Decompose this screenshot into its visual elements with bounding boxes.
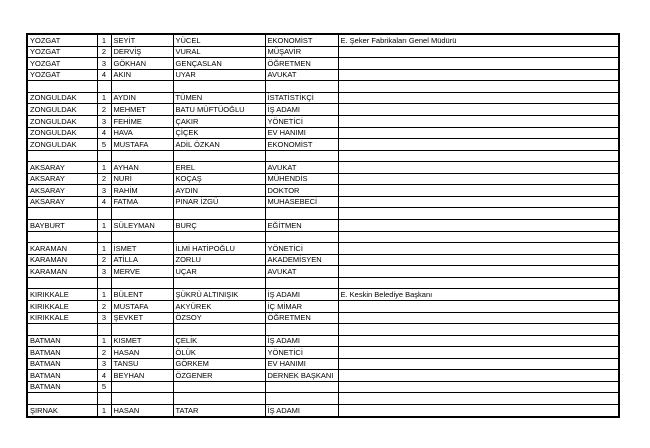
cell-last-name: YÜCEL <box>173 34 265 46</box>
cell-note <box>338 173 619 185</box>
table-row <box>27 115 619 127</box>
cell-note <box>338 150 619 162</box>
cell-occupation <box>265 277 338 289</box>
cell-province: ZONGULDAK <box>27 127 97 139</box>
cell-first-name: HASAN <box>111 405 173 417</box>
table-row <box>27 381 619 393</box>
cell-first-name: GÖKHAN <box>111 58 173 70</box>
cell-last-name: İLMİ HATİPOĞLU <box>173 243 265 255</box>
cell-last-name: ÖLÜK <box>173 347 265 359</box>
cell-province: BATMAN <box>27 358 97 370</box>
cell-note <box>338 69 619 81</box>
cell-occupation: AVUKAT <box>265 266 338 278</box>
cell-occupation <box>265 231 338 243</box>
cell-number: 1 <box>97 220 111 232</box>
cell-number: 3 <box>97 312 111 324</box>
cell-province <box>27 277 97 289</box>
cell-note: E. Keskin Belediye Başkanı <box>338 289 619 301</box>
cell-number <box>97 393 111 405</box>
cell-last-name: UYAR <box>173 69 265 81</box>
cell-occupation: ÖĞRETMEN <box>265 312 338 324</box>
cell-occupation: AVUKAT <box>265 69 338 81</box>
cell-last-name: GÖRKEM <box>173 358 265 370</box>
cell-number <box>97 277 111 289</box>
cell-number: 3 <box>97 185 111 197</box>
cell-province: ZONGULDAK <box>27 92 97 104</box>
table-row <box>27 162 619 174</box>
cell-number: 3 <box>97 115 111 127</box>
cell-first-name: NURİ <box>111 173 173 185</box>
cell-note <box>338 358 619 370</box>
cell-note <box>338 46 619 58</box>
table-row <box>27 69 619 81</box>
cell-last-name: AYDIN <box>173 185 265 197</box>
cell-province: KIRIKKALE <box>27 289 97 301</box>
cell-first-name: FEHİME <box>111 115 173 127</box>
cell-first-name: AKIN <box>111 69 173 81</box>
cell-note <box>338 127 619 139</box>
table-row <box>27 324 619 336</box>
cell-last-name: ÖZGENER <box>173 370 265 382</box>
cell-last-name: ÇAKIR <box>173 115 265 127</box>
cell-number <box>97 208 111 220</box>
cell-number: 1 <box>97 162 111 174</box>
table-row <box>27 405 619 417</box>
cell-number: 2 <box>97 347 111 359</box>
cell-province <box>27 231 97 243</box>
cell-occupation: İŞ ADAMI <box>265 289 338 301</box>
cell-occupation: EĞİTMEN <box>265 220 338 232</box>
cell-note <box>338 300 619 312</box>
cell-note <box>338 162 619 174</box>
cell-first-name: HASAN <box>111 347 173 359</box>
cell-first-name <box>111 231 173 243</box>
cell-last-name: VURAL <box>173 46 265 58</box>
table-row <box>27 208 619 220</box>
cell-note <box>338 324 619 336</box>
cell-note <box>338 335 619 347</box>
cell-note: E. Şeker Fabrikaları Genel Müdürü <box>338 34 619 46</box>
cell-note <box>338 312 619 324</box>
cell-first-name: DERVİŞ <box>111 46 173 58</box>
cell-last-name <box>173 150 265 162</box>
cell-last-name: ÇİÇEK <box>173 127 265 139</box>
cell-first-name <box>111 208 173 220</box>
cell-province <box>27 208 97 220</box>
cell-note <box>338 185 619 197</box>
cell-province: BATMAN <box>27 347 97 359</box>
cell-last-name: AKYÜREK <box>173 300 265 312</box>
cell-last-name <box>173 208 265 220</box>
cell-first-name: SEYİT <box>111 34 173 46</box>
cell-last-name: BATU MÜFTÜOĞLU <box>173 104 265 116</box>
cell-last-name: TATAR <box>173 405 265 417</box>
cell-province: BATMAN <box>27 381 97 393</box>
roster-table <box>26 33 620 418</box>
cell-first-name: RAHİM <box>111 185 173 197</box>
cell-province: ZONGULDAK <box>27 104 97 116</box>
cell-occupation: MUHASEBECİ <box>265 196 338 208</box>
table-row <box>27 139 619 151</box>
cell-province <box>27 150 97 162</box>
cell-first-name: BÜLENT <box>111 289 173 301</box>
cell-occupation <box>265 81 338 93</box>
cell-note <box>338 277 619 289</box>
cell-province <box>27 81 97 93</box>
cell-occupation <box>265 324 338 336</box>
cell-number: 1 <box>97 289 111 301</box>
table-row <box>27 254 619 266</box>
table-row <box>27 231 619 243</box>
cell-province: AKSARAY <box>27 162 97 174</box>
cell-last-name <box>173 81 265 93</box>
cell-province: KARAMAN <box>27 254 97 266</box>
cell-note <box>338 370 619 382</box>
cell-number <box>97 81 111 93</box>
cell-last-name: ZORLU <box>173 254 265 266</box>
cell-province <box>27 324 97 336</box>
cell-number: 5 <box>97 381 111 393</box>
cell-first-name: HAVA <box>111 127 173 139</box>
cell-last-name: ADİL ÖZKAN <box>173 139 265 151</box>
cell-note <box>338 115 619 127</box>
cell-last-name <box>173 277 265 289</box>
cell-number: 5 <box>97 139 111 151</box>
cell-last-name <box>173 231 265 243</box>
cell-first-name <box>111 150 173 162</box>
cell-province <box>27 393 97 405</box>
cell-first-name <box>111 277 173 289</box>
cell-last-name: ŞÜKRÜ ALTINIŞIK <box>173 289 265 301</box>
cell-occupation: EV HANIMI <box>265 127 338 139</box>
cell-number <box>97 324 111 336</box>
cell-occupation: MÜHENDİS <box>265 173 338 185</box>
cell-note <box>338 266 619 278</box>
cell-province: ZONGULDAK <box>27 115 97 127</box>
cell-note <box>338 92 619 104</box>
cell-occupation: YÖNETİCİ <box>265 243 338 255</box>
cell-note <box>338 381 619 393</box>
cell-province: ZONGULDAK <box>27 139 97 151</box>
cell-occupation: İŞ ADAMI <box>265 104 338 116</box>
cell-occupation: EV HANIMI <box>265 358 338 370</box>
cell-first-name: MUSTAFA <box>111 300 173 312</box>
table-row <box>27 300 619 312</box>
cell-number: 4 <box>97 127 111 139</box>
cell-occupation <box>265 393 338 405</box>
table-row <box>27 312 619 324</box>
cell-occupation: MÜŞAVİR <box>265 46 338 58</box>
cell-number: 2 <box>97 300 111 312</box>
cell-occupation: ÖĞRETMEN <box>265 58 338 70</box>
cell-last-name: EREL <box>173 162 265 174</box>
cell-first-name: İSMET <box>111 243 173 255</box>
cell-first-name: BEYHAN <box>111 370 173 382</box>
cell-last-name: PINAR İZGÜ <box>173 196 265 208</box>
cell-province: KARAMAN <box>27 266 97 278</box>
cell-province: BATMAN <box>27 335 97 347</box>
cell-province: KARAMAN <box>27 243 97 255</box>
cell-occupation: AKADEMİSYEN <box>265 254 338 266</box>
cell-occupation: İŞ ADAMI <box>265 335 338 347</box>
cell-first-name: MEHMET <box>111 104 173 116</box>
cell-occupation: DOKTOR <box>265 185 338 197</box>
cell-last-name: BURÇ <box>173 220 265 232</box>
cell-first-name <box>111 393 173 405</box>
cell-note <box>338 196 619 208</box>
table-row <box>27 173 619 185</box>
cell-province: BAYBURT <box>27 220 97 232</box>
cell-number <box>97 231 111 243</box>
cell-number: 2 <box>97 173 111 185</box>
cell-first-name: KISMET <box>111 335 173 347</box>
cell-note <box>338 104 619 116</box>
cell-province: BATMAN <box>27 370 97 382</box>
cell-first-name: TANSU <box>111 358 173 370</box>
cell-province: AKSARAY <box>27 185 97 197</box>
roster-table-body <box>27 34 619 417</box>
cell-province: YOZGAT <box>27 34 97 46</box>
cell-first-name <box>111 324 173 336</box>
cell-province: ŞIRNAK <box>27 405 97 417</box>
cell-last-name: GENÇASLAN <box>173 58 265 70</box>
cell-occupation: İSTATİSTİKÇİ <box>265 92 338 104</box>
table-row <box>27 347 619 359</box>
cell-province: KIRIKKALE <box>27 312 97 324</box>
cell-first-name: FATMA <box>111 196 173 208</box>
table-row <box>27 34 619 46</box>
table-row <box>27 150 619 162</box>
cell-number <box>97 150 111 162</box>
cell-province: AKSARAY <box>27 196 97 208</box>
cell-note <box>338 208 619 220</box>
cell-occupation: İŞ ADAMI <box>265 405 338 417</box>
cell-last-name: UÇAR <box>173 266 265 278</box>
cell-first-name: SÜLEYMAN <box>111 220 173 232</box>
table-row <box>27 220 619 232</box>
cell-note <box>338 231 619 243</box>
cell-first-name <box>111 381 173 393</box>
cell-note <box>338 220 619 232</box>
cell-number: 1 <box>97 335 111 347</box>
cell-number: 1 <box>97 243 111 255</box>
cell-last-name <box>173 381 265 393</box>
table-row <box>27 335 619 347</box>
cell-number: 4 <box>97 196 111 208</box>
table-row <box>27 370 619 382</box>
table-row <box>27 81 619 93</box>
cell-last-name: KOÇAŞ <box>173 173 265 185</box>
cell-first-name: AYDIN <box>111 92 173 104</box>
cell-number: 2 <box>97 46 111 58</box>
cell-number: 1 <box>97 92 111 104</box>
table-row <box>27 196 619 208</box>
table-row <box>27 104 619 116</box>
cell-occupation: YÖNETİCİ <box>265 347 338 359</box>
cell-first-name: ŞEVKET <box>111 312 173 324</box>
cell-occupation: AVUKAT <box>265 162 338 174</box>
cell-first-name: MUSTAFA <box>111 139 173 151</box>
cell-last-name <box>173 393 265 405</box>
cell-note <box>338 393 619 405</box>
cell-first-name: ATİLLA <box>111 254 173 266</box>
cell-note <box>338 81 619 93</box>
cell-province: KIRIKKALE <box>27 300 97 312</box>
cell-number: 2 <box>97 104 111 116</box>
cell-note <box>338 139 619 151</box>
cell-first-name: MERVE <box>111 266 173 278</box>
cell-number: 4 <box>97 69 111 81</box>
cell-number: 2 <box>97 254 111 266</box>
cell-first-name: AYHAN <box>111 162 173 174</box>
cell-occupation <box>265 208 338 220</box>
cell-occupation: YÖNETİCİ <box>265 115 338 127</box>
cell-note <box>338 405 619 417</box>
table-row <box>27 46 619 58</box>
table-row <box>27 185 619 197</box>
cell-occupation <box>265 381 338 393</box>
table-row <box>27 58 619 70</box>
cell-province: YOZGAT <box>27 69 97 81</box>
cell-occupation: İÇ MİMAR <box>265 300 338 312</box>
table-row <box>27 393 619 405</box>
cell-note <box>338 347 619 359</box>
cell-occupation: EKONOMİST <box>265 139 338 151</box>
cell-last-name: ÖZSOY <box>173 312 265 324</box>
cell-province: YOZGAT <box>27 46 97 58</box>
cell-note <box>338 58 619 70</box>
table-row <box>27 92 619 104</box>
cell-first-name <box>111 81 173 93</box>
cell-number: 3 <box>97 358 111 370</box>
table-row <box>27 266 619 278</box>
table-row <box>27 127 619 139</box>
cell-number: 1 <box>97 34 111 46</box>
cell-number: 1 <box>97 405 111 417</box>
table-row <box>27 243 619 255</box>
cell-number: 3 <box>97 58 111 70</box>
cell-occupation: DERNEK BAŞKANI <box>265 370 338 382</box>
cell-province: YOZGAT <box>27 58 97 70</box>
table-row <box>27 277 619 289</box>
cell-province: AKSARAY <box>27 173 97 185</box>
cell-number: 4 <box>97 370 111 382</box>
cell-last-name: TÜMEN <box>173 92 265 104</box>
cell-note <box>338 243 619 255</box>
cell-last-name <box>173 324 265 336</box>
table-row <box>27 358 619 370</box>
table-row <box>27 289 619 301</box>
cell-last-name: ÇELİK <box>173 335 265 347</box>
cell-note <box>338 254 619 266</box>
cell-occupation: EKONOMİST <box>265 34 338 46</box>
cell-number: 3 <box>97 266 111 278</box>
cell-occupation <box>265 150 338 162</box>
